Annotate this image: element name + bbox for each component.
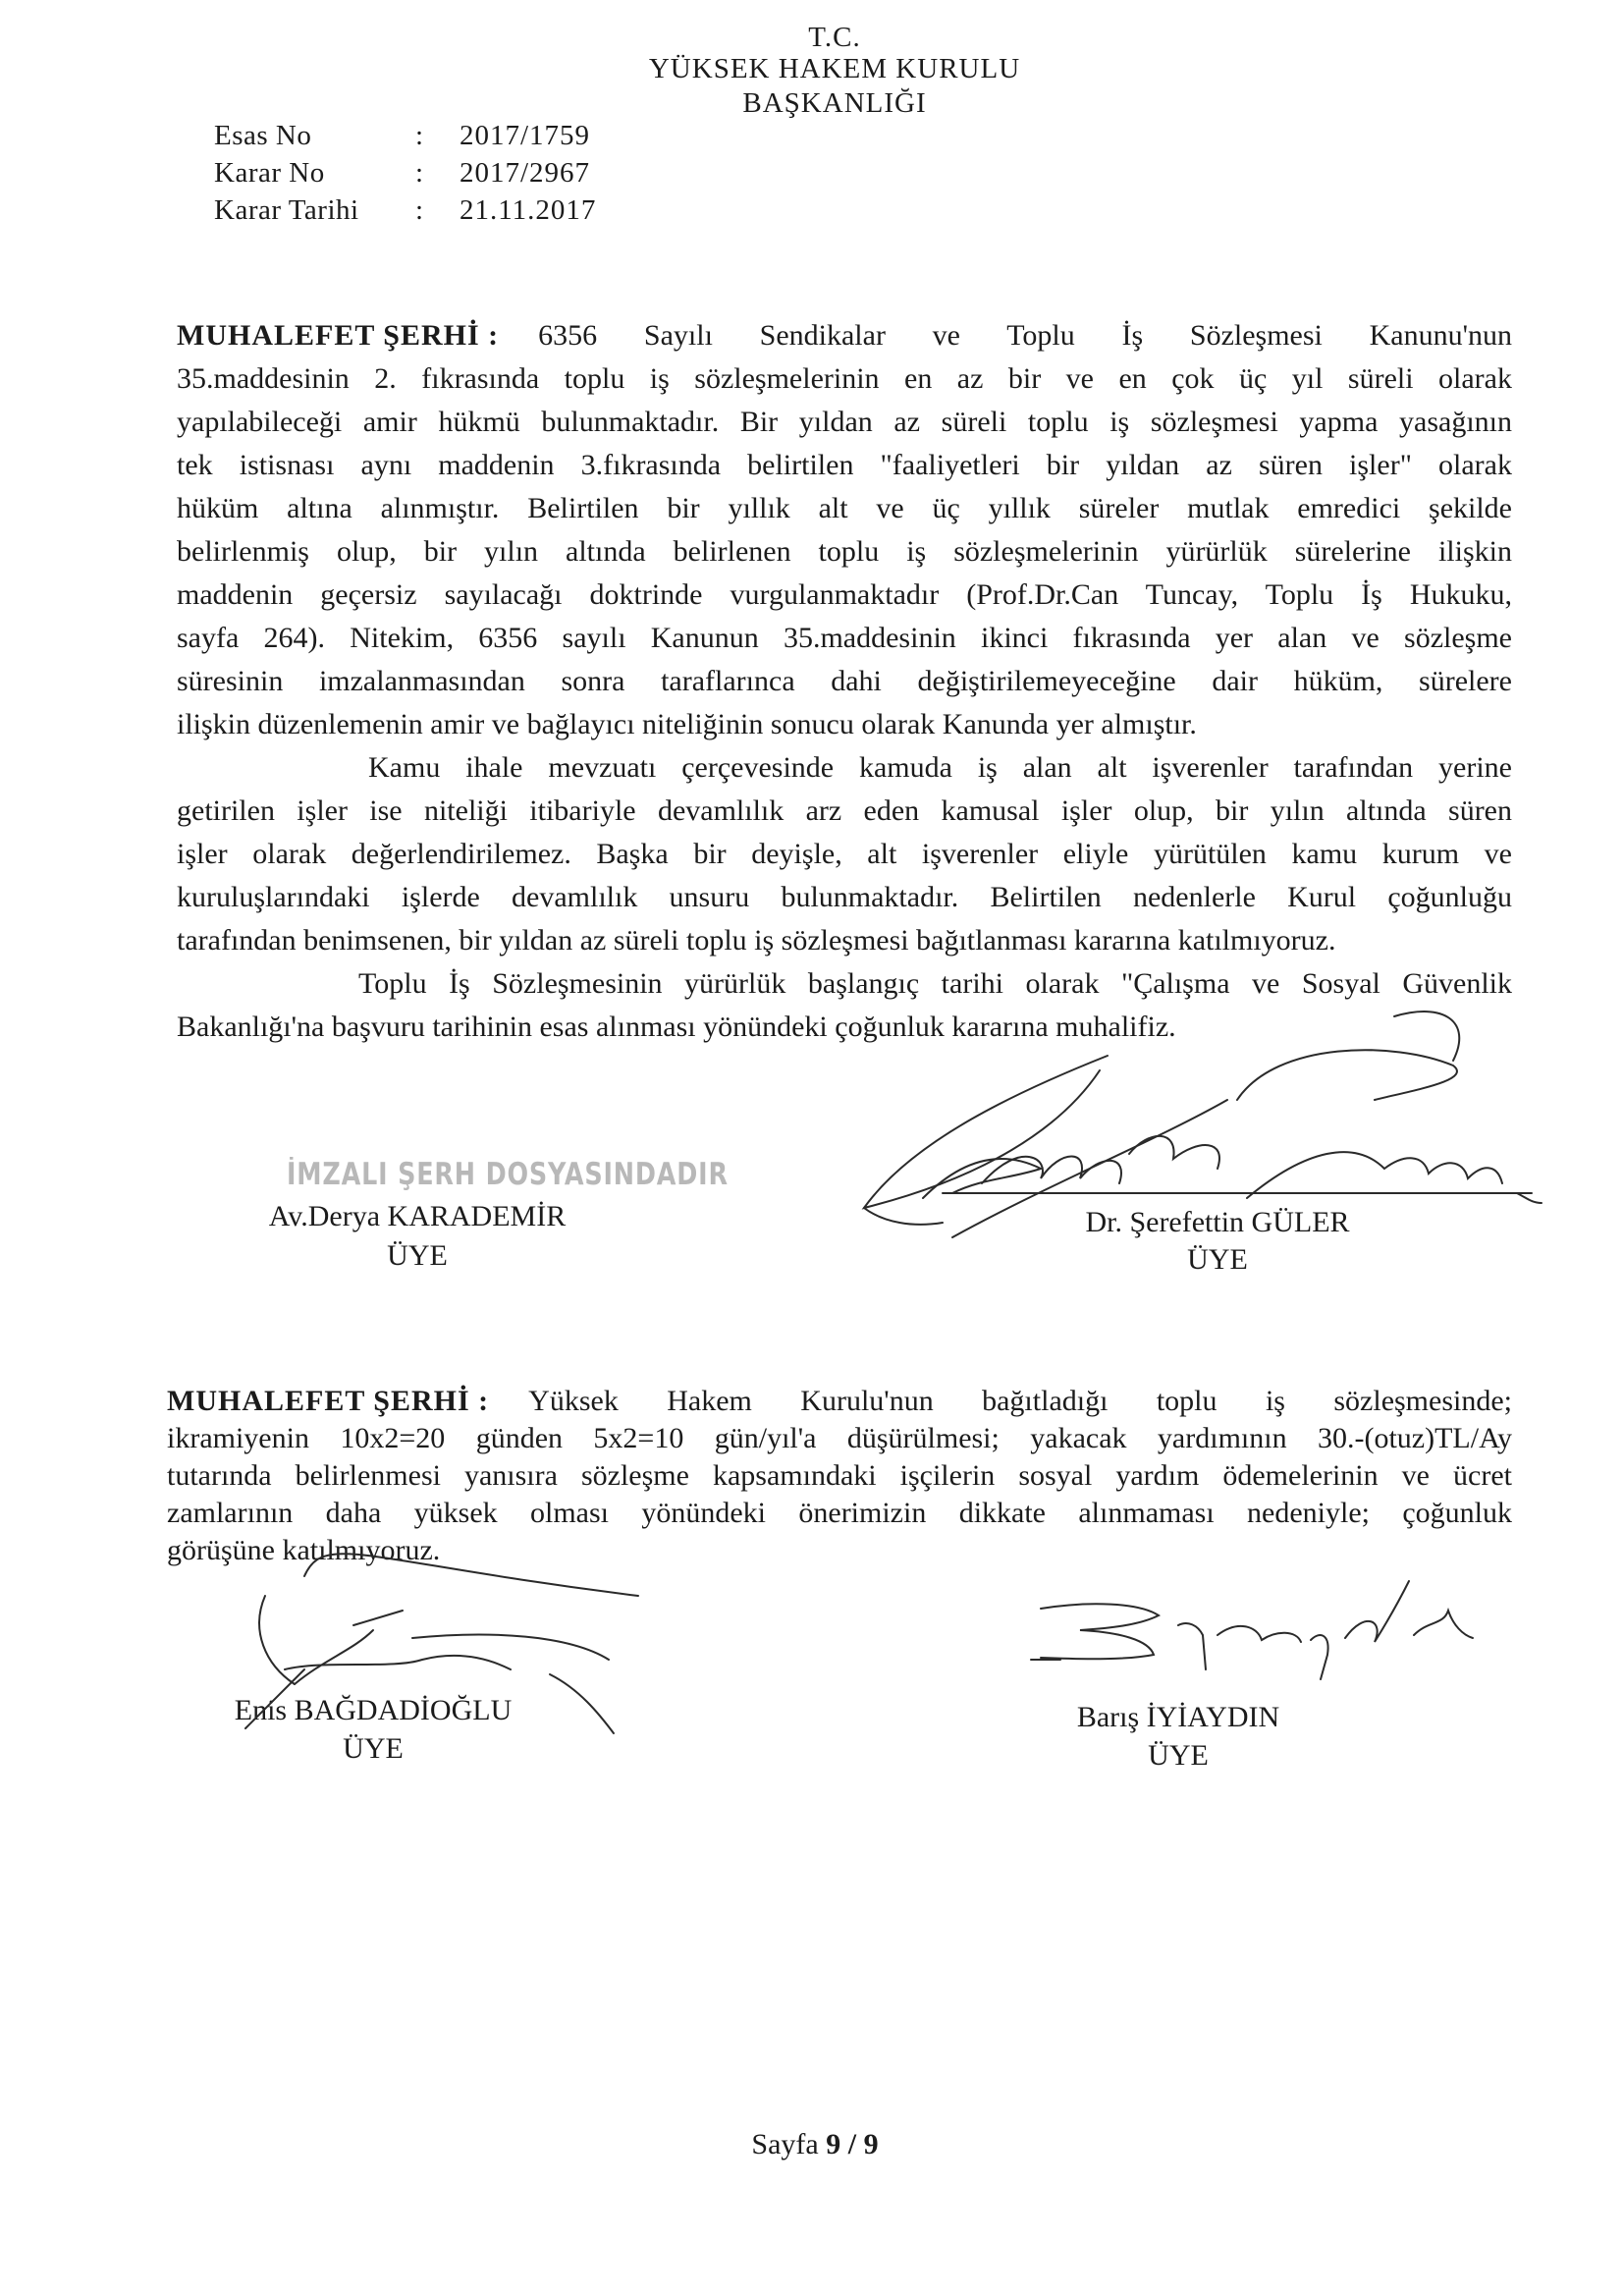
- signatory-role: ÜYE: [1187, 1243, 1248, 1276]
- meta-label: Karar No: [214, 157, 325, 189]
- header-presidency: BAŞKANLIĞI: [742, 87, 927, 119]
- dissent-line: hüküm altına alınmıştır. Belirtilen bir yıllık alt ve üç yıllık süreler mutlak emredici şekilde: [177, 492, 1512, 524]
- dissent-text: 6356 Sayılı Sendikalar ve Toplu İş Sözleşmesi Kanunu'nun: [538, 319, 1512, 352]
- dissent-heading: MUHALEFET ŞERHİ :: [177, 319, 500, 352]
- header-tc: T.C.: [808, 22, 861, 53]
- signatory-role: ÜYE: [343, 1732, 404, 1765]
- dissent-line: tutarında belirlenmesi yanısıra sözleşme kapsamındaki işçilerin sosyal yardım ödemelerinin ve ücret: [167, 1459, 1512, 1492]
- dissent-line: Bakanlığı'na başvuru tarihinin esas alınması yönündeki çoğunluk kararına muhalifiz.: [177, 1011, 1176, 1043]
- signatory-name: Barış İYİAYDIN: [1076, 1701, 1280, 1733]
- dissent-line: ilişkin düzenlemenin amir ve bağlayıcı niteliğinin sonucu olarak Kanunda yer almıştır.: [177, 708, 1197, 740]
- dissent-line: belirlenmiş olup, bir yılın altında belirlenen toplu iş sözleşmelerinin yürürlük sürelerine ilişkin: [177, 535, 1512, 568]
- meta-value: 2017/2967: [460, 157, 591, 189]
- meta-label: Karar Tarihi: [214, 194, 359, 226]
- dissent-line: getirilen işler ise niteliği itibariyle devamlılık arz eden kamusal işler olup, bir yılın altında süren: [177, 794, 1512, 827]
- meta-sep: :: [415, 157, 425, 189]
- signatory-name: Av.Derya KARADEMİR: [268, 1200, 567, 1232]
- meta-value: 21.11.2017: [460, 194, 597, 226]
- dissent-line: sayfa 264). Nitekim, 6356 sayılı Kanunun 35.maddesinin ikinci fıkrasında yer alan ve sözleşme: [177, 622, 1512, 654]
- dissent-line: yapılabileceği amir hükmü bulunmaktadır. Bir yıldan az süreli toplu iş sözleşmesi yapma yasağının: [177, 406, 1512, 438]
- dissent-line: ikramiyenin 10x2=20 günden 5x2=10 gün/yıl'a düşürülmesi; yakacak yardımının 30.-(otuz)TL/Ay: [167, 1422, 1512, 1454]
- meta-label: Esas No: [214, 120, 312, 151]
- signatory-role: ÜYE: [387, 1239, 448, 1272]
- meta-sep: :: [415, 120, 425, 151]
- dissent-line: işler olarak değerlendirilemez. Başka bir deyişle, alt işverenler eliyle yürütülen kamu kurum ve: [177, 838, 1512, 870]
- dissent-line: 35.maddesinin 2. fıkrasında toplu iş sözleşmelerinin en az bir ve en çok üç yıl süreli olarak: [177, 362, 1512, 395]
- header-institution: YÜKSEK HAKEM KURULU: [648, 53, 1021, 84]
- meta-value: 2017/1759: [460, 120, 591, 151]
- meta-sep: :: [415, 194, 425, 226]
- dissent-line: tarafından benimsenen, bir yıldan az süreli toplu iş sözleşmesi bağıtlanması kararına katılmıyoruz.: [177, 924, 1336, 957]
- dissent-line: görüşüne katılmıyoruz.: [167, 1534, 441, 1566]
- dissent-line: kuruluşlarındaki işlerde devamlılık unsuru bulunmaktadır. Belirtilen nedenlerle Kurul çoğunluğu: [177, 881, 1512, 913]
- dissent-line: Toplu İş Sözleşmesinin yürürlük başlangıç tarihi olarak "Çalışma ve Sosyal Güvenlik: [358, 967, 1512, 1000]
- page-label: Sayfa: [751, 2128, 827, 2160]
- dissent-line: Kamu ihale mevzuatı çerçevesinde kamuda iş alan alt işverenler tarafından yerine: [368, 751, 1512, 784]
- signatory-name: Dr. Şerefettin GÜLER: [1085, 1206, 1350, 1238]
- dissent-line: zamlarının daha yüksek olması yönündeki önerimizin dikkate alınmaması nedeniyle; çoğunluk: [167, 1497, 1512, 1529]
- signatory-name: Enis BAĞDADİOĞLU: [234, 1694, 513, 1726]
- dissent-line: süresinin imzalanmasından sonra taraflarınca dahi değiştirilemeyeceğine dair hüküm, sürelere: [177, 665, 1512, 697]
- page-value: 9 / 9: [826, 2128, 879, 2160]
- dissent-line: tek istisnası aynı maddenin 3.fıkrasında belirtilen "faaliyetleri bir yıldan az süren işler" olarak: [177, 449, 1512, 481]
- dissent-heading: MUHALEFET ŞERHİ :: [167, 1385, 490, 1417]
- signatory-role: ÜYE: [1148, 1739, 1209, 1772]
- dissent-text: Yüksek Hakem Kurulu'nun bağıtladığı toplu iş sözleşmesinde;: [528, 1385, 1512, 1417]
- page-number: [687, 2128, 943, 2161]
- signed-in-file-stamp: İMZALI ŞERH DOSYASINDADIR: [287, 1157, 729, 1192]
- dissent-line: maddenin geçersiz sayılacağı doktrinde vurgulanmaktadır (Prof.Dr.Can Tuncay, Toplu İş Hukuku,: [177, 578, 1512, 611]
